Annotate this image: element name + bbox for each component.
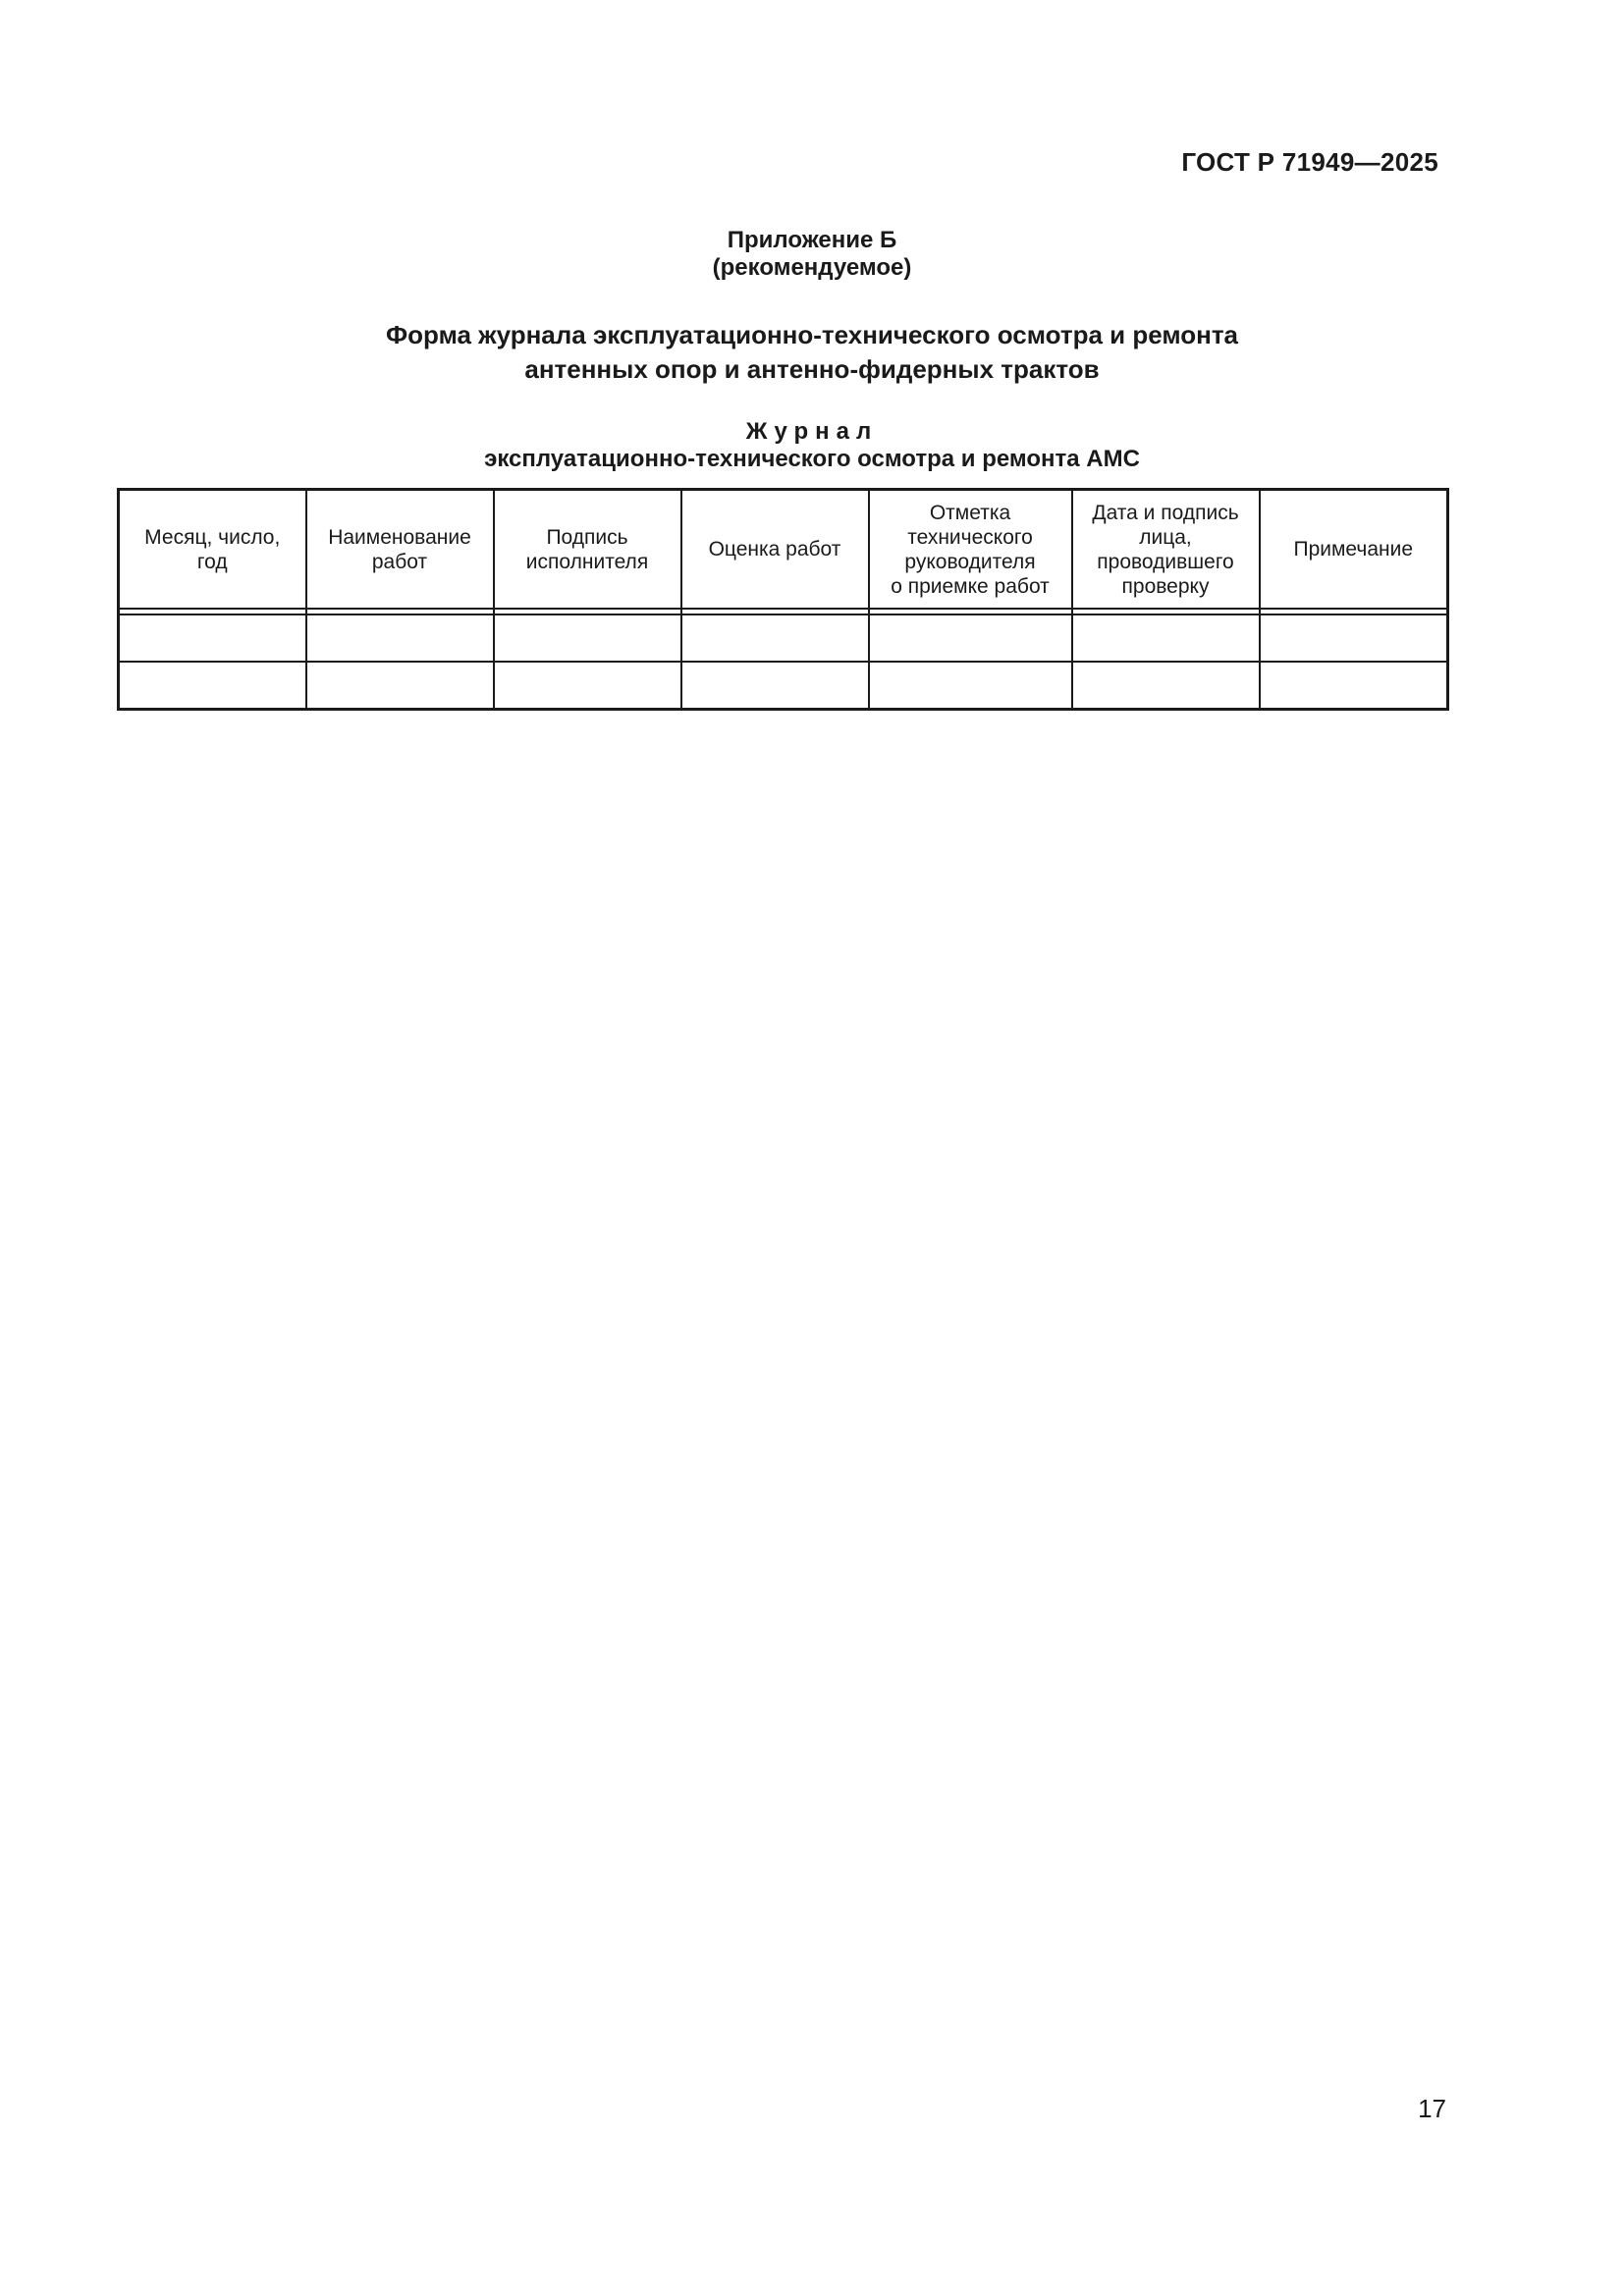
column-header (869, 490, 1072, 610)
table-cell (119, 614, 306, 662)
form-title (0, 318, 1624, 387)
column-header (1072, 490, 1260, 610)
document-code: ГОСТ Р 71949—2025 (1181, 147, 1438, 177)
table-body (119, 614, 1448, 710)
column-header-line: Отметка (929, 501, 1011, 524)
table-cell (681, 662, 869, 710)
journal-heading: Журнал (745, 418, 879, 445)
column-header (494, 490, 681, 610)
column-header-line: проверку (1121, 574, 1210, 598)
table-cell (869, 662, 1072, 710)
form-title-line-2: антенных опор и антенно-фидерных трактов (524, 354, 1100, 384)
column-header (1260, 490, 1448, 610)
column-header-line: лица, (1139, 525, 1192, 549)
column-header-line: проводившего (1097, 550, 1234, 573)
column-header-line: технического (907, 525, 1033, 549)
column-header-line: Оценка работ (708, 538, 841, 561)
column-header (119, 490, 306, 610)
table-cell (306, 614, 494, 662)
table-header-row (119, 490, 1448, 610)
column-header-line: Дата и подпись (1092, 501, 1239, 524)
column-header-line: Примечание (1293, 538, 1414, 561)
column-header-line: Подпись (546, 525, 628, 549)
column-header (681, 490, 869, 610)
table-cell (869, 614, 1072, 662)
column-header-line: исполнителя (525, 550, 649, 573)
table-cell (494, 662, 681, 710)
column-header-line: Наименование (328, 525, 471, 549)
column-header-line: год (196, 550, 228, 573)
table-cell (1260, 614, 1448, 662)
journal-table (117, 488, 1449, 711)
appendix-status: (рекомендуемое) (712, 254, 912, 281)
journal-subtitle: эксплуатационно-технического осмотра и ремонта АМС (484, 446, 1140, 472)
column-header (306, 490, 494, 610)
table-cell (306, 662, 494, 710)
table-row (119, 662, 1448, 710)
page-number: 17 (1418, 2094, 1446, 2123)
column-header-line: руководителя (904, 550, 1036, 573)
table-cell (119, 662, 306, 710)
column-header-line: работ (371, 550, 428, 573)
table-cell (1072, 662, 1260, 710)
column-header-line: Месяц, число, (144, 525, 281, 549)
table-cell (1072, 614, 1260, 662)
table-cell (1260, 662, 1448, 710)
journal-title (0, 418, 1624, 473)
appendix-title: Приложение Б (727, 227, 897, 253)
form-title-line-1: Форма журнала эксплуатационно-технического осмотра и ремонта (385, 320, 1239, 349)
column-header-line: о приемке работ (891, 574, 1050, 598)
table-cell (494, 614, 681, 662)
appendix-heading (0, 227, 1624, 282)
table-cell (681, 614, 869, 662)
table-row (119, 614, 1448, 662)
